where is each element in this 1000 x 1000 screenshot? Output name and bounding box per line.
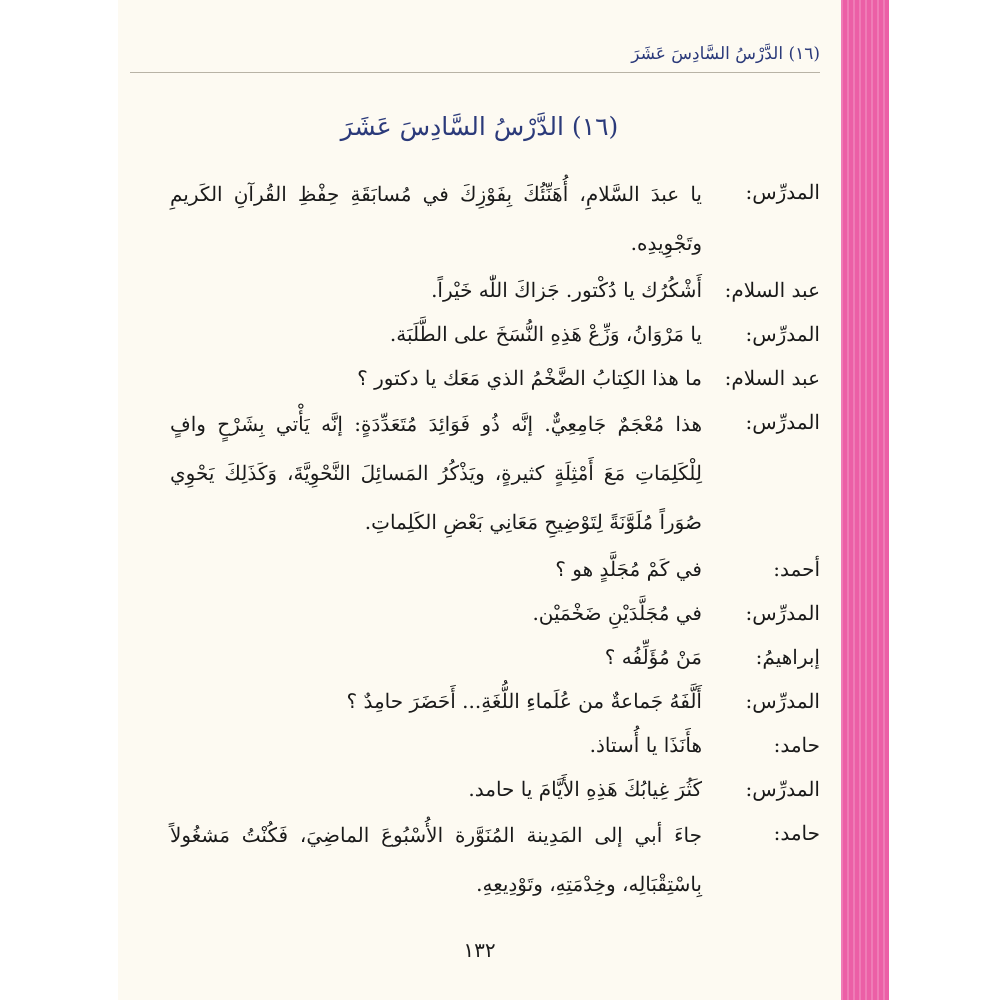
dialogue-line xyxy=(170,268,820,312)
speech-text: أَلَّفَهُ جَماعةٌ من عُلَماءِ اللُّغَةِ... أَحَضَرَ حامِدٌ ؟ xyxy=(346,689,702,713)
speaker-label: إبراهيمُ: xyxy=(755,645,820,669)
dialogue-line xyxy=(170,312,820,356)
speech-text: أَشْكُرُك يا دُكْتور. جَزاكَ اللّٰه خَيْراً. xyxy=(431,278,702,302)
dialogue-line xyxy=(170,356,820,400)
speech-text: كَثُرَ غِيابُكَ هَذِهِ الأَيَّامَ يا حامد. xyxy=(468,777,702,801)
running-header: (١٦) الدَّرْسُ السَّادِسَ عَشَرَ xyxy=(631,44,820,64)
speaker-label: المدرِّس: xyxy=(745,410,820,434)
speech-text: جاءَ أبي إلى المَدِينة المُنَوَّرة الأُسْبُوعَ الماضِيَ، فَكُنْتُ مَشغُولاً بِاسْتِقْبَالِه، وخِدْمَتِهِ، وتَوْدِيعِهِ. xyxy=(170,823,702,896)
speech-text: في كَمْ مُجَلَّدٍ هو ؟ xyxy=(555,557,702,581)
speech-text: ما هذا الكِتابُ الضَّخْمُ الذي مَعَك يا دكتور ؟ xyxy=(357,366,702,390)
dialogue xyxy=(170,170,820,909)
dialogue-line xyxy=(170,635,820,679)
speech-text: مَنْ مُؤَلِّفُه ؟ xyxy=(604,645,702,669)
speaker-label: عبد السلام: xyxy=(724,278,820,302)
dialogue-line xyxy=(170,679,820,723)
speech-text: هذا مُعْجَمٌ جَامِعِيٌّ. إنَّه ذُو فَوَائِدَ مُتَعَدِّدَةٍ: إنَّه يَأْتي بِشَرْحٍ وافٍ لِلْكَلِمَاتِ مَعَ أَمْثِلَةٍ كثيرةٍ، ويَذْكُرُ المَسائِلَ النَّحْوِيَّةَ، وَكَذَلِكَ يَحْوِي صُوَراً مُلَوَّنَةً لِتَوْضِيحِ مَعَانِي بَعْضِ الكَلِماتِ. xyxy=(170,412,702,534)
speech-text: في مُجَلَّدَيْنِ ضَخْمَيْن. xyxy=(532,601,702,625)
page-number: ١٣٢ xyxy=(463,938,496,962)
dialogue-line xyxy=(170,767,820,811)
lesson-title: (١٦) الدَّرْسُ السَّادِسَ عَشَرَ xyxy=(340,112,619,141)
speaker-label: حامد: xyxy=(773,821,820,845)
speaker-label: عبد السلام: xyxy=(724,366,820,390)
dialogue-line xyxy=(170,811,820,909)
side-color-band xyxy=(841,0,889,1000)
speaker-label: حامد: xyxy=(773,733,820,757)
speaker-label: المدرِّس: xyxy=(745,777,820,801)
speaker-label: المدرِّس: xyxy=(745,689,820,713)
speech-text: هأَنَذَا يا أُستاذ. xyxy=(589,733,702,757)
dialogue-line xyxy=(170,547,820,591)
dialogue-line xyxy=(170,591,820,635)
speaker-label: المدرِّس: xyxy=(745,322,820,346)
speaker-label: المدرِّس: xyxy=(745,601,820,625)
dialogue-line xyxy=(170,723,820,767)
speaker-label: أحمد: xyxy=(773,557,820,581)
header-divider xyxy=(130,72,820,73)
dialogue-line xyxy=(170,400,820,547)
speech-text: يا عبدَ السَّلامِ، أُهَنِّئُكَ بِفَوْزِكَ في مُسابَقَةِ حِفْظِ القُرآنِ الكَريمِ وتَجْوِيدِه. xyxy=(170,182,702,255)
speech-text: يا مَرْوَانُ، وَزِّعْ هَذِهِ النُّسَخَ على الطَّلَبَة. xyxy=(389,322,702,346)
speaker-label: المدرِّس: xyxy=(745,180,820,204)
dialogue-line xyxy=(170,170,820,268)
